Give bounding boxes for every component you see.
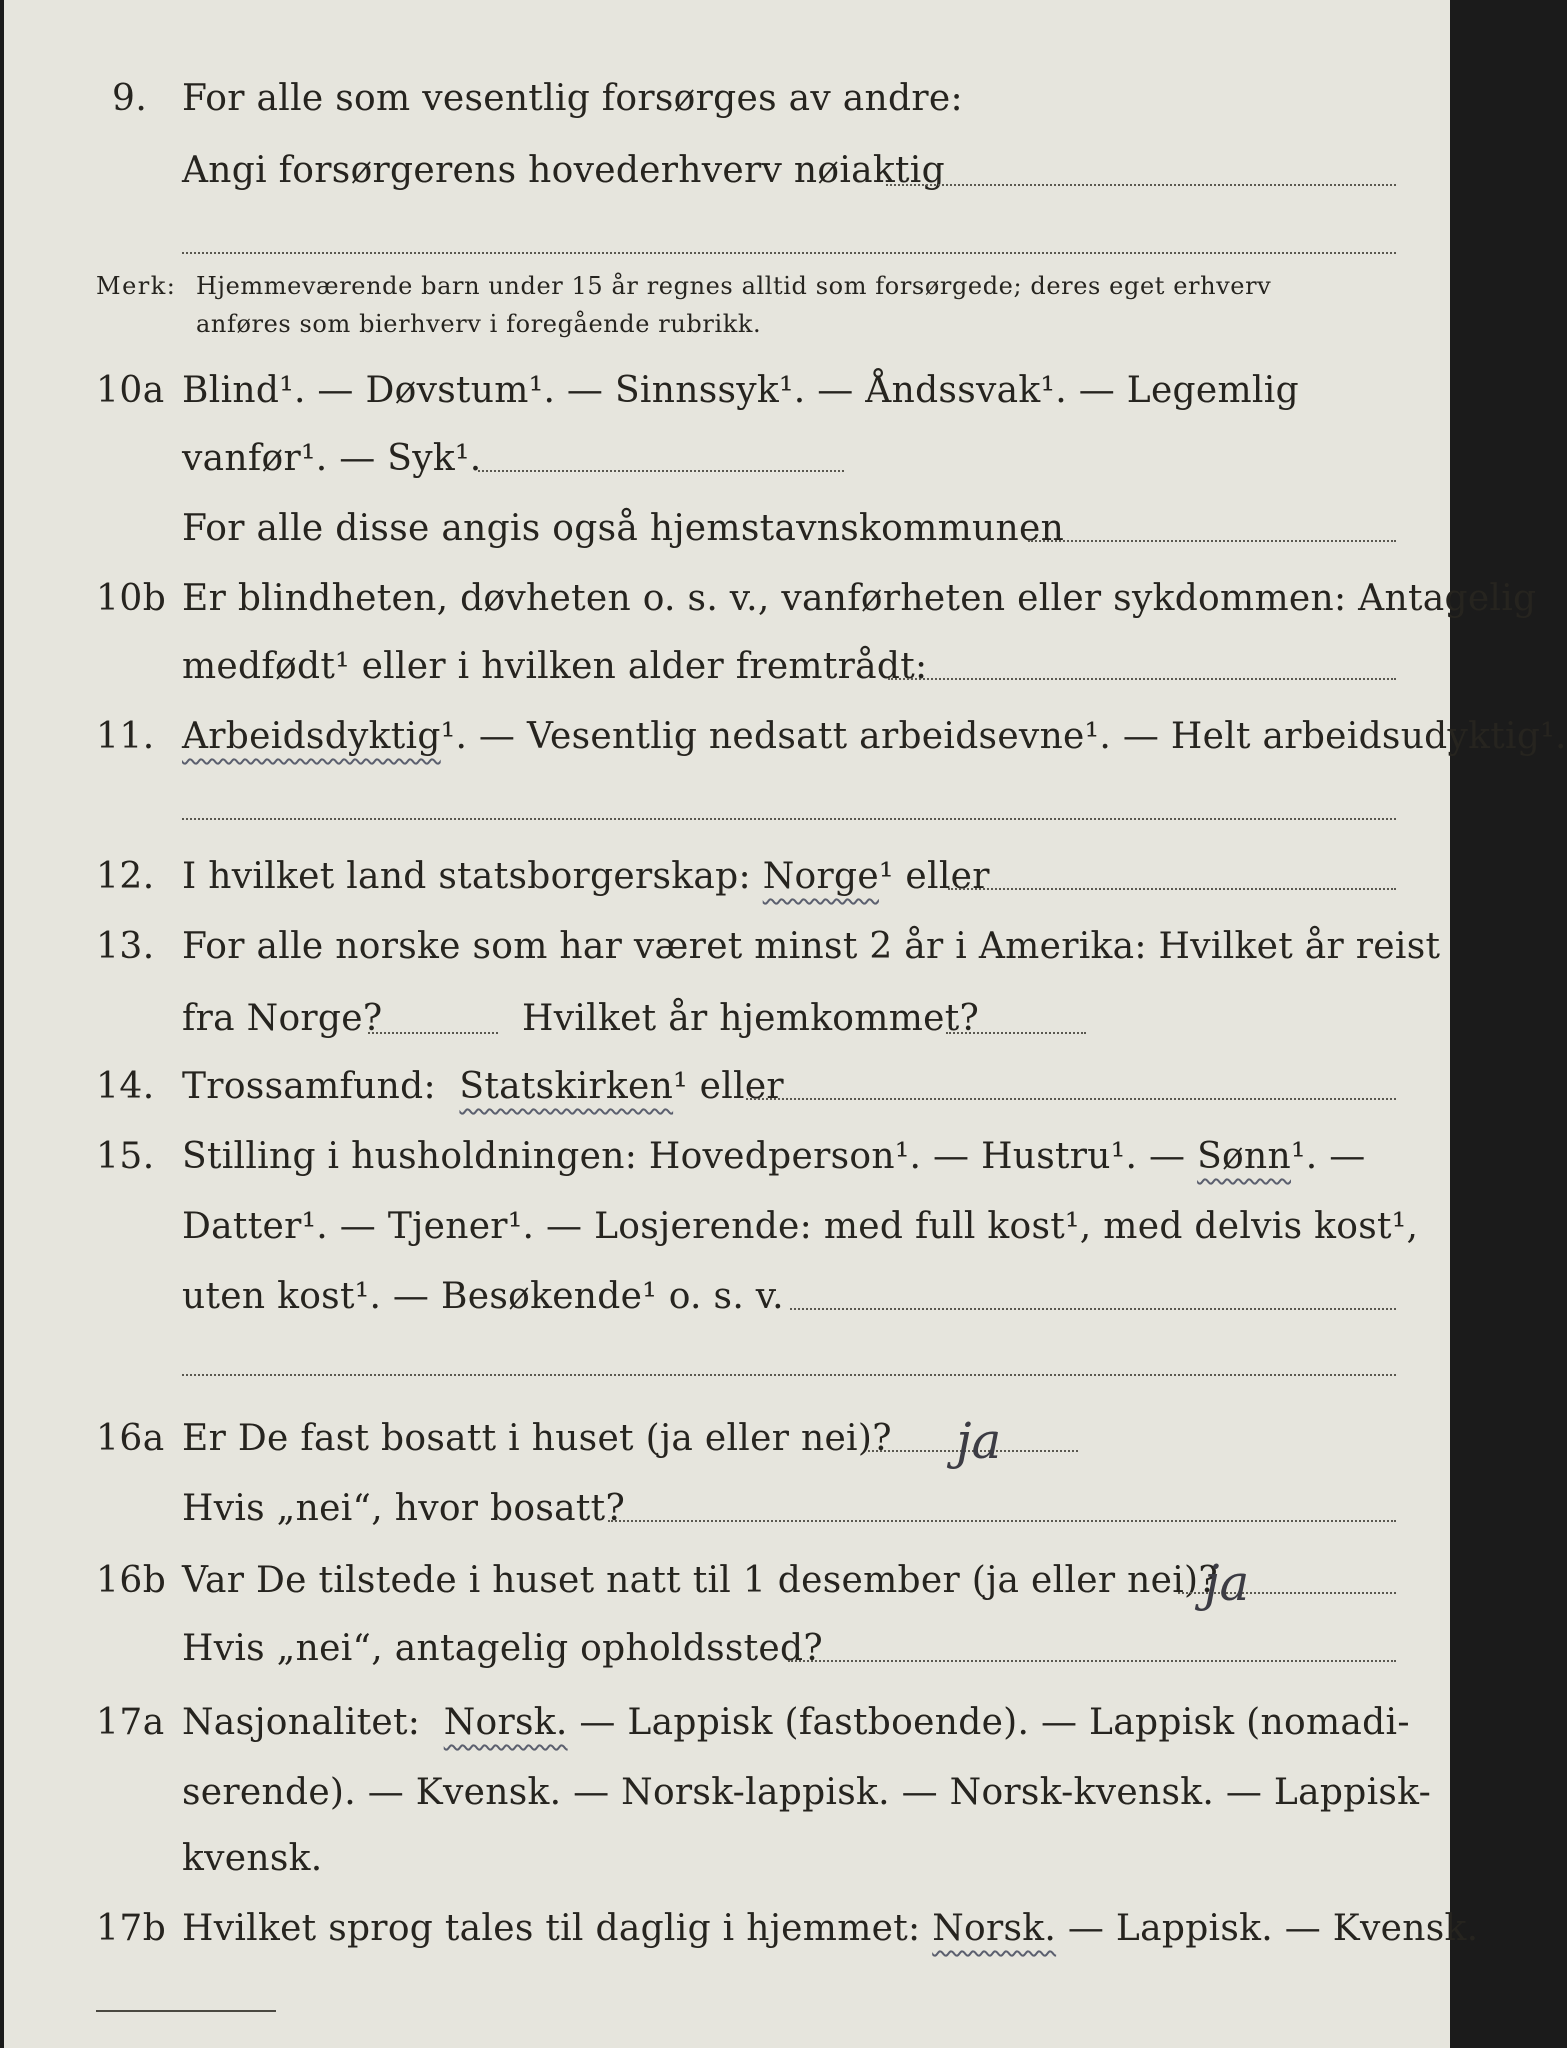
q13-hjemkommet-field[interactable] <box>946 1032 1086 1034</box>
q17b-prefix: Hvilket sprog tales til daglig i hjemmet: <box>182 1908 921 1949</box>
q9-answer-field[interactable] <box>886 184 1396 186</box>
q12-selected-option[interactable]: Norge <box>762 856 879 897</box>
census-form-page <box>4 0 1567 2048</box>
q13-reist-field[interactable] <box>368 1032 498 1034</box>
q11-answer-field[interactable] <box>182 818 1396 820</box>
q17a-line1rest: — Lappisk (fastboende). — Lappisk (nomadi- <box>579 1702 1410 1743</box>
q15-line3: uten kost¹. — Besøkende¹ o. s. v. <box>182 1276 784 1317</box>
q17b-selected-option[interactable]: Norsk. <box>932 1908 1057 1949</box>
q14-selected-option[interactable]: Statskirken <box>459 1066 674 1107</box>
q10a-line2: vanfør¹. — Syk¹. <box>182 438 482 479</box>
q16b-opholdssted-field[interactable] <box>788 1660 1396 1662</box>
q16b-number: 16b <box>96 1560 167 1601</box>
q16a-line2: Hvis „nei“, hvor bosatt? <box>182 1488 626 1529</box>
q15-answer-field[interactable] <box>790 1308 1396 1310</box>
q15-selected-option[interactable]: Sønn <box>1197 1136 1291 1177</box>
q16a-bosatt-field[interactable] <box>608 1520 1396 1522</box>
q16a-number: 16a <box>96 1418 165 1459</box>
q9-line1: For alle som vesentlig forsørges av andre: <box>182 78 963 119</box>
q15-answer-field-2[interactable] <box>182 1374 1396 1376</box>
q12-suffix: ¹ eller <box>878 856 990 897</box>
q15-line2: Datter¹. — Tjener¹. — Losjerende: med full kost¹, med delvis kost¹, <box>182 1206 1419 1247</box>
q15-line1b: ¹. — <box>1291 1136 1366 1177</box>
q15-line1 <box>182 1136 1366 1177</box>
q13-line1: For alle norske som har været minst 2 år i Amerika: Hvilket år reist <box>182 926 1441 967</box>
q12-prefix: I hvilket land statsborgerskap: <box>182 856 751 897</box>
q17a-selected-option[interactable]: Norsk. <box>443 1702 568 1743</box>
merk-line1: Hjemmeværende barn under 15 år regnes alltid som forsørgede; deres eget erhverv <box>196 272 1272 300</box>
q14-prefix: Trossamfund: <box>182 1066 436 1107</box>
q17a-line3: kvensk. <box>182 1838 323 1879</box>
q14-line <box>182 1066 784 1107</box>
q16b-handwritten-answer: ja <box>1204 1554 1250 1612</box>
q10b-answer-field[interactable] <box>888 678 1396 680</box>
q13-line2a: fra Norge? <box>182 998 383 1039</box>
q16a-line1: Er De fast bosatt i huset (ja eller nei)? <box>182 1418 892 1459</box>
q17a-number: 17a <box>96 1702 165 1743</box>
q13-number: 13. <box>96 926 155 967</box>
q17a-line2: serende). — Kvensk. — Norsk-lappisk. — Norsk-kvensk. — Lappisk- <box>182 1772 1432 1813</box>
q15-line1a: Stilling i husholdningen: Hovedperson¹. — Hustru¹. — <box>182 1136 1186 1177</box>
q9-answer-field-2[interactable] <box>182 252 1396 254</box>
q16b-line1: Var De tilstede i huset natt til 1 desember (ja eller nei)? <box>182 1560 1218 1601</box>
q14-answer-field[interactable] <box>746 1098 1396 1100</box>
q12-line <box>182 856 990 897</box>
q11-line <box>182 716 1567 757</box>
merk-line2: anføres som bierhverv i foregående rubrikk. <box>196 310 762 338</box>
q17b-line <box>182 1908 1478 1949</box>
q17a-prefix: Nasjonalitet: <box>182 1702 421 1743</box>
q14-suffix: ¹ eller <box>673 1066 784 1107</box>
footnote-separator <box>96 2010 276 2012</box>
q10b-number: 10b <box>96 578 167 619</box>
q9-line2: Angi forsørgerens hovederhverv nøiaktig <box>182 150 945 191</box>
q17b-number: 17b <box>96 1908 167 1949</box>
q10b-line1: Er blindheten, døvheten o. s. v., vanførheten eller sykdommen: Antagelig <box>182 578 1537 619</box>
q11-selected-option[interactable]: Arbeidsdyktig <box>182 716 441 757</box>
q10b-line2: medfødt¹ eller i hvilken alder fremtrådt: <box>182 646 928 687</box>
q10a-answer-field[interactable] <box>478 470 844 472</box>
q16a-handwritten-answer: ja <box>956 1412 1002 1470</box>
q12-number: 12. <box>96 856 155 897</box>
q10a-line3: For alle disse angis også hjemstavnskommunen <box>182 508 1065 549</box>
q17b-suffix: — Lappisk. — Kvensk. <box>1067 1908 1479 1949</box>
q11-rest: ¹. — Vesentlig nedsatt arbeidsevne¹. — Helt arbeidsudyktig¹. <box>440 716 1567 757</box>
q9-number: 9. <box>112 78 148 119</box>
merk-label: Merk: <box>96 272 177 300</box>
q13-line2b: Hvilket år hjemkommet? <box>522 998 980 1039</box>
q15-number: 15. <box>96 1136 155 1177</box>
q11-number: 11. <box>96 716 155 757</box>
q17a-line1 <box>182 1702 1410 1743</box>
q10a-number: 10a <box>96 370 165 411</box>
q14-number: 14. <box>96 1066 155 1107</box>
q16b-line2: Hvis „nei“, antagelig opholdssted? <box>182 1628 823 1669</box>
q10a-hjemstavn-field[interactable] <box>1028 540 1396 542</box>
q12-answer-field[interactable] <box>948 888 1396 890</box>
q10a-line1: Blind¹. — Døvstum¹. — Sinnssyk¹. — Åndssvak¹. — Legemlig <box>182 370 1299 411</box>
